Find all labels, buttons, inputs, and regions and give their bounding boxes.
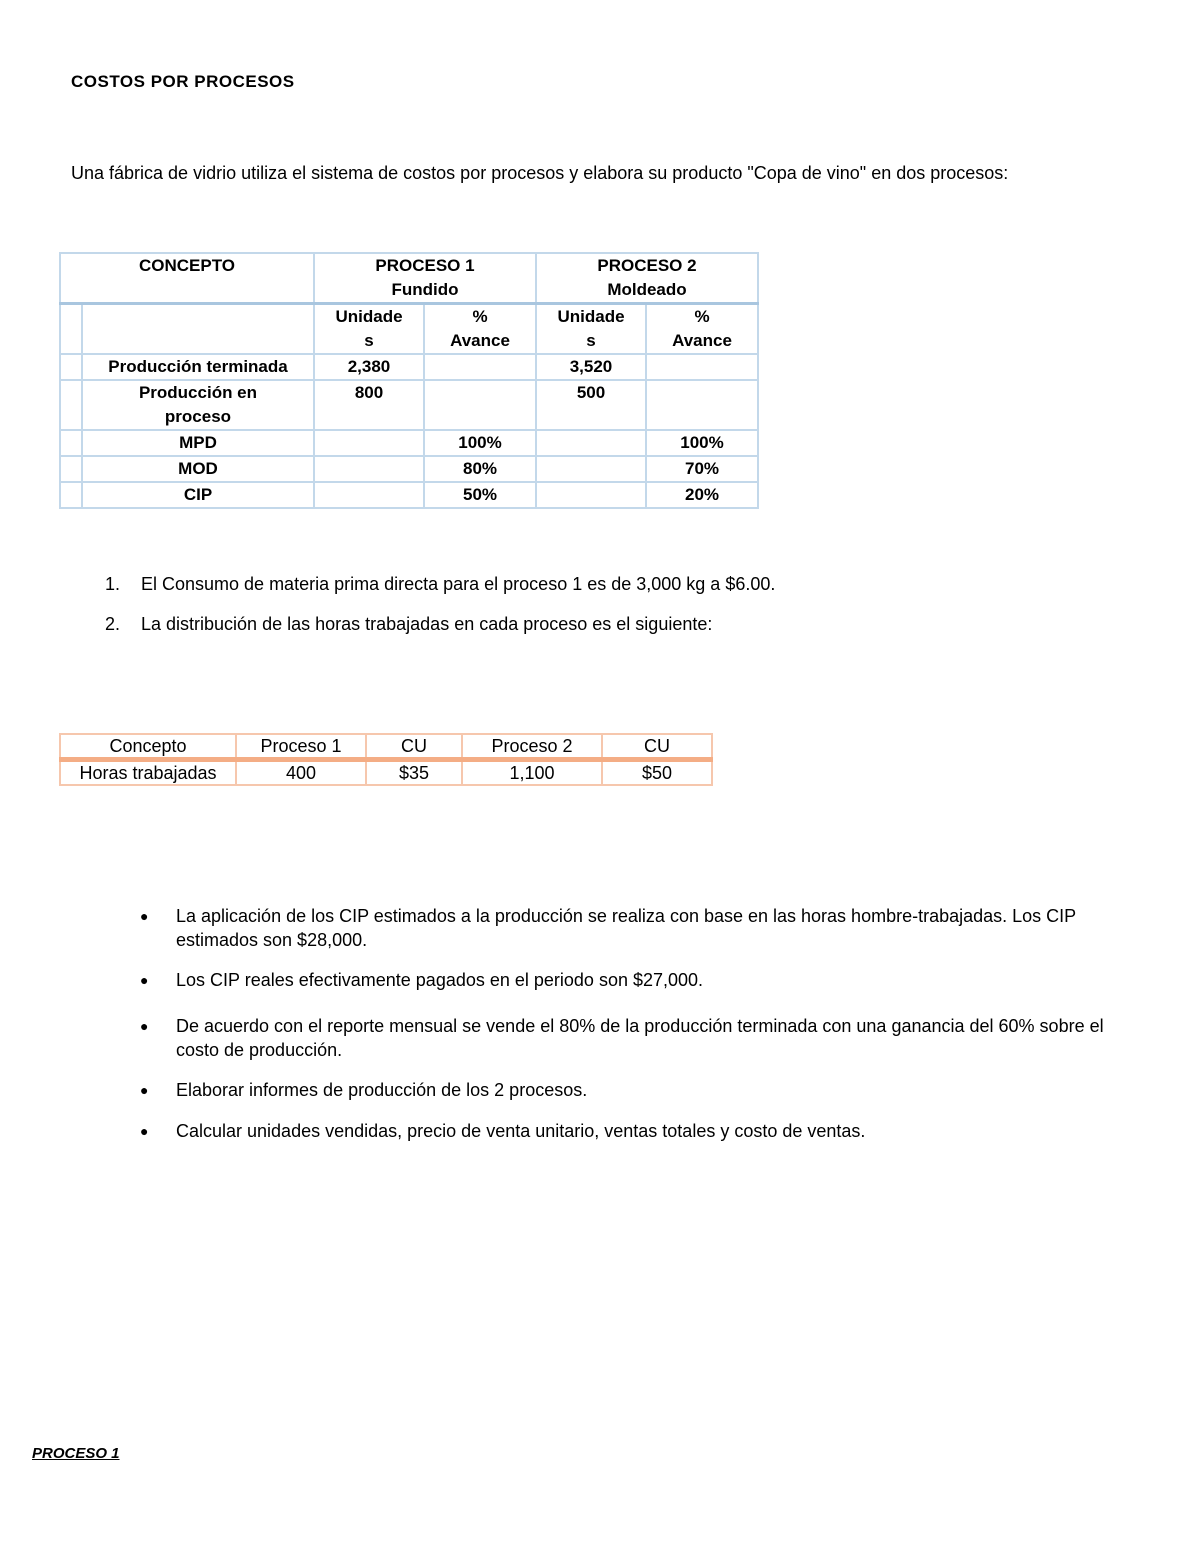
p2-pct: 20% [646, 482, 758, 508]
bullet-icon: ● [140, 972, 149, 988]
spacer-cell [60, 380, 82, 430]
spacer-cell [60, 354, 82, 380]
p2-units: 3,520 [536, 354, 646, 380]
p1-units [314, 430, 424, 456]
list-item [105, 574, 775, 595]
row-label: CIP [82, 482, 314, 508]
p1-units [314, 482, 424, 508]
table-row [60, 380, 758, 430]
p2-units [536, 456, 646, 482]
proceso-2-subtitle: Moldeado [607, 280, 687, 299]
table-row [60, 456, 758, 482]
bullet-text: Calcular unidades vendidas, precio de venta unitario, ventas totales y costo de ventas. [176, 1121, 866, 1141]
spacer-cell [60, 430, 82, 456]
bullet-text: La aplicación de los CIP estimados a la producción se realiza con base en las horas hombre-trabajadas. Los CIP estimados son $28,000. [176, 906, 1076, 950]
p2-pct: 70% [646, 456, 758, 482]
p1-pct [424, 380, 536, 430]
spacer-cell [60, 482, 82, 508]
table-cell: $50 [602, 760, 712, 786]
header-cell: Proceso 2 [462, 734, 602, 760]
p1-units-header [314, 304, 424, 355]
production-table-header [60, 253, 758, 304]
list-text: El Consumo de materia prima directa para el proceso 1 es de 3,000 kg a $6.00. [141, 574, 776, 594]
table-row [60, 760, 712, 786]
p1-pct: 100% [424, 430, 536, 456]
list-item [140, 968, 1130, 992]
bullet-icon: ● [140, 908, 149, 924]
p2-units: 500 [536, 380, 646, 430]
avance-header-line1: % [472, 307, 488, 326]
proceso-2-title: PROCESO 2 [597, 256, 697, 275]
list-item [140, 904, 1130, 952]
avance-header-line2: Avance [672, 331, 732, 350]
row-label: Producción terminada [82, 354, 314, 380]
table-row [60, 482, 758, 508]
header-proceso-1 [314, 253, 536, 304]
p2-avance-header [646, 304, 758, 355]
header-cell: CU [366, 734, 462, 760]
list-number: 1. [105, 574, 121, 594]
p2-units [536, 430, 646, 456]
list-number: 2. [105, 614, 121, 634]
header-proceso-2 [536, 253, 758, 304]
bullet-icon: ● [140, 1018, 149, 1034]
table-cell: $35 [366, 760, 462, 786]
p1-pct: 80% [424, 456, 536, 482]
production-table [59, 252, 759, 509]
table-cell: 1,100 [462, 760, 602, 786]
p1-avance-header [424, 304, 536, 355]
units-header-line1: Unidade [557, 307, 625, 326]
p2-pct [646, 380, 758, 430]
empty-cell [82, 304, 314, 355]
list-item [105, 614, 712, 635]
list-text: La distribución de las horas trabajadas en cada proceso es el siguiente: [141, 614, 713, 634]
p2-units [536, 482, 646, 508]
bullet-text: Los CIP reales efectivamente pagados en el periodo son $27,000. [176, 970, 704, 990]
spacer-cell [60, 456, 82, 482]
p1-pct [424, 354, 536, 380]
row-label: MOD [82, 456, 314, 482]
row-label: MPD [82, 430, 314, 456]
proceso-1-subtitle: Fundido [391, 280, 459, 299]
units-header-line2: s [364, 331, 374, 350]
p1-pct: 50% [424, 482, 536, 508]
header-cell: Concepto [60, 734, 236, 760]
hours-table [59, 733, 713, 786]
table-row [60, 430, 758, 456]
bullet-icon: ● [140, 1082, 149, 1098]
list-item [140, 1014, 1130, 1062]
spacer-cell [60, 304, 82, 355]
bullet-text: De acuerdo con el reporte mensual se vende el 80% de la producción terminada con una ganancia del 60% sobre el costo de producción. [176, 1016, 1104, 1060]
table-row [60, 354, 758, 380]
header-concepto-label: CONCEPTO [138, 256, 236, 275]
table-cell: Horas trabajadas [60, 760, 236, 786]
intro-paragraph: Una fábrica de vidrio utiliza el sistema de costos por procesos y elabora su producto "Copa de vino" en dos procesos: [71, 163, 1009, 183]
avance-header-line2: Avance [450, 331, 510, 350]
bullet-icon: ● [140, 1123, 149, 1139]
p2-units-header [536, 304, 646, 355]
proceso-1-title: PROCESO 1 [375, 256, 475, 275]
list-item [140, 1078, 1130, 1102]
header-cell: CU [602, 734, 712, 760]
production-table-subheader [60, 304, 758, 355]
units-header-line1: Unidade [335, 307, 403, 326]
p1-units: 800 [314, 380, 424, 430]
header-concepto [60, 253, 314, 304]
row-label: Producción en proceso [82, 380, 314, 430]
hours-table-header [60, 734, 712, 760]
units-header-line2: s [586, 331, 596, 350]
p1-units [314, 456, 424, 482]
section-heading: PROCESO 1 [32, 1445, 120, 1462]
p1-units: 2,380 [314, 354, 424, 380]
header-cell: Proceso 1 [236, 734, 366, 760]
bullet-text: Elaborar informes de producción de los 2 procesos. [176, 1080, 588, 1100]
avance-header-line1: % [694, 307, 710, 326]
table-cell: 400 [236, 760, 366, 786]
document-title: COSTOS POR PROCESOS [71, 72, 295, 91]
p2-pct [646, 354, 758, 380]
list-item [140, 1119, 1130, 1143]
p2-pct: 100% [646, 430, 758, 456]
